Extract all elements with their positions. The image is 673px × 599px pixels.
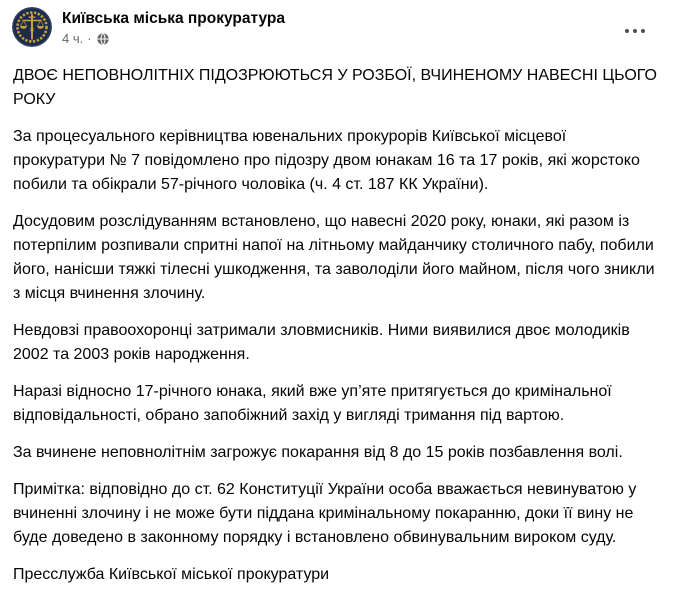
page-name-link[interactable]: Київська міська прокуратура — [62, 10, 285, 27]
post-paragraph: Примітка: відповідно до ст. 62 Конституції України особа вважається невинуватою у вчиненні злочину і не може бути піддана кримінальному покаранню, доки її вину не буде доведено в законному порядку і встановлено обвинувальним вироком суду. — [13, 481, 641, 546]
post-timestamp[interactable]: 4 ч. — [62, 31, 84, 46]
post-body — [0, 49, 673, 587]
post-menu-button[interactable] — [617, 13, 653, 49]
post-paragraph: Досудовим розслідуванням встановлено, що навесні 2020 року, юнаки, які разом із потерпілим розпивали спритні напої на літньому майданчику столичного пабу, побили його, нанісши тяжкі тілесні ушкодження, та заволоділи його майном, після чого зникли з місця вчинення злочину. — [13, 213, 659, 302]
post-title: ДВОЄ НЕПОВНОЛІТНІХ ПІДОЗРЮЮТЬСЯ У РОЗБОЇ, ВЧИНЕНОМУ НАВЕСНІ ЦЬОГО РОКУ — [13, 67, 662, 108]
post-paragraph: За процесуального керівництва ювенальних прокурорів Київської місцевої прокуратури № 7 повідомлено про підозру двом юнакам 16 та 17 років, які жорстоко побили та обікрали 57-річного чоловіка (ч. 4 ст. 187 КК України). — [13, 128, 645, 193]
prosecutor-office-emblem-icon — [12, 7, 52, 47]
post-paragraph: За вчинене неповнолітнім загрожує покарання від 8 до 15 років позбавлення волі. — [13, 444, 623, 461]
ellipsis-icon — [625, 29, 646, 34]
meta-separator: · — [87, 31, 92, 46]
post-paragraph: Пресслужба Київської міської прокуратури — [13, 566, 330, 583]
post-header — [0, 7, 673, 49]
page-avatar[interactable] — [12, 7, 52, 47]
post-paragraph: Невдовзі правоохоронці затримали зловмисників. Ними виявилися двоє молодиків 2002 та 2003 років народження. — [13, 322, 635, 363]
globe-icon — [96, 32, 110, 46]
post-meta-row — [62, 30, 617, 47]
post-header-text — [62, 7, 617, 47]
post-paragraph: Наразі відносно 17-річного юнака, який вже уп’яте притягується до кримінальної відповідальності, обрано запобіжний захід у вигляді тримання під вартою. — [13, 383, 617, 424]
